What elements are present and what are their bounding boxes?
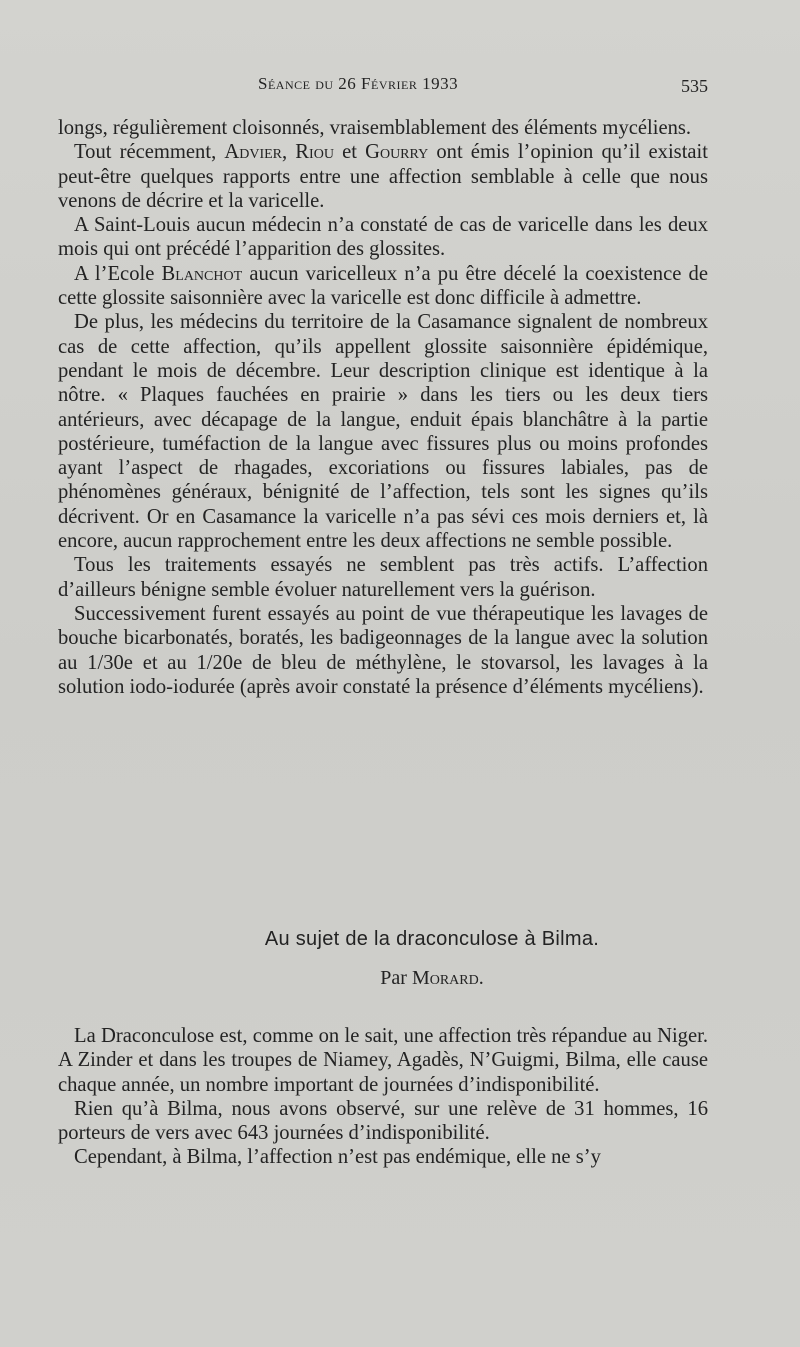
paragraph: longs, régulièrement cloisonnés, vraisemblablement des éléments mycéliens. bbox=[58, 117, 692, 139]
page-header bbox=[0, 74, 800, 102]
article-heading bbox=[0, 928, 800, 990]
running-head: Séance du 26 Février 1933 bbox=[258, 74, 459, 93]
paragraph: De plus, les médecins du territoire de la Casamance signalent de nombreux cas de cette affection, qu’ils appellent glossite saisonnière épidémique, pendant le mois de décembre. Leur description clinique est identique à la nôtre. « Plaques fauchées en prairie » dans les tiers ou les deux tiers antérieurs, avec décapage de la langue, enduit épais blanchâtre à la partie postérieure, tuméfaction de la langue avec fissures plus ou moins profondes ayant l’aspect de rhagades, excoriations ou fissures labiales, pas de phénomènes généraux, bénignité de l’affection, tels sont les signes qu’ils décrivent. Or en Casamance la varicelle n’a pas sévi ces mois derniers et, là encore, aucun rapprochement entre les deux affections ne semble possible. bbox=[58, 311, 708, 553]
paragraph: Successivement furent essayés au point de vue thérapeutique les lavages de bouche bicarbonatés, boratés, les badigeonnages de la langue avec la solution au 1/30e et au 1/20e de bleu de méthylène, le stovarsol, les lavages à la solution iodo-iodurée (après avoir constaté la présence d’éléments mycéliens). bbox=[58, 602, 708, 698]
byline: Par Morard. bbox=[380, 967, 484, 989]
school-name: Blanchot bbox=[161, 262, 243, 285]
page-number: 535 bbox=[681, 76, 708, 96]
author-name: Gourry bbox=[365, 141, 429, 164]
body-text-part1 bbox=[58, 116, 708, 699]
paragraph: A Saint-Louis aucun médecin n’a constaté de cas de varicelle dans les deux mois qui ont précédé l’apparition des glossites. bbox=[58, 214, 708, 261]
article-title: Au sujet de la draconculose à Bilma. bbox=[264, 928, 600, 950]
author-names: Advier, Riou bbox=[224, 141, 334, 164]
paragraph: Tout récemment, Advier, Riou et Gourry ont émis l’opinion qu’il existait peut-être quelques rapports entre une affection semblable à celle que nous venons de décrire et la varicelle. bbox=[58, 141, 708, 212]
body-text-part2 bbox=[58, 1024, 708, 1170]
paragraph: Rien qu’à Bilma, nous avons observé, sur une relève de 31 hommes, 16 porteurs de vers avec 643 journées d’indisponibilité. bbox=[58, 1097, 708, 1145]
paragraph: Tous les traitements essayés ne semblent pas très actifs. L’affection d’ailleurs bénigne semble évoluer naturellement vers la guérison. bbox=[58, 554, 708, 601]
article-author: Morard. bbox=[411, 967, 484, 989]
paragraph: La Draconculose est, comme on le sait, une affection très répandue au Niger. A Zinder et dans les troupes de Niamey, Agadès, N’Guigmi, Bilma, elle cause chaque année, un nombre important de journées d’indisponibilité. bbox=[58, 1025, 708, 1096]
paragraph: Cependant, à Bilma, l’affection n’est pas endémique, elle ne s’y bbox=[74, 1146, 601, 1169]
paragraph: A l’Ecole Blanchot aucun varicelleux n’a pu être décelé la coexistence de cette glossite saisonnière avec la varicelle est donc difficile à admettre. bbox=[58, 262, 708, 310]
